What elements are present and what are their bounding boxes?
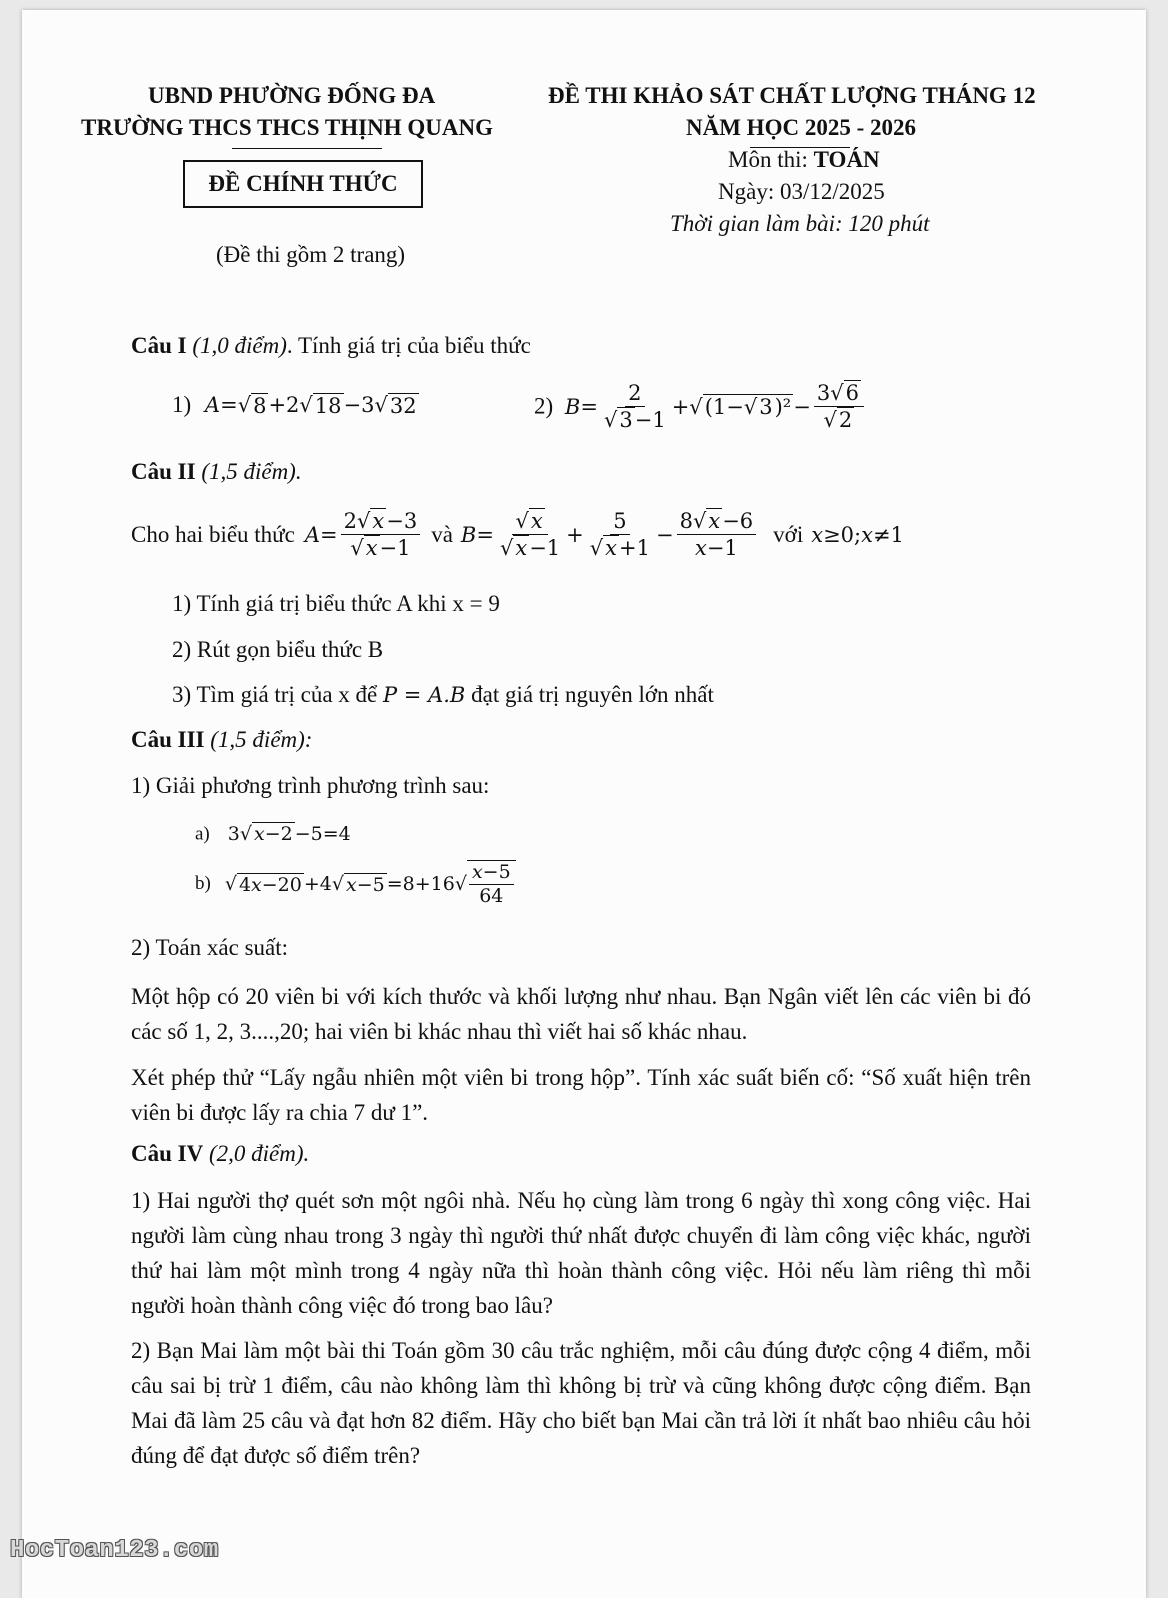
q4-paragraph-1: 1) Hai người thợ quét sơn một ngôi nhà. Nếu họ cùng làm trong 6 ngày thì xong công việc. Hai người làm cùng nhau trong 3 ngày thì người thứ nhất được chuyển đi làm công việc khác, người thứ hai làm một mình trong 4 ngày nữa thì hoàn thành công việc. Hỏi nếu làm riêng thì mỗi người hoàn thành công việc đó trong bao lâu?: [131, 1188, 1031, 1318]
school-name: TRƯỜNG THCS THCS THỊNH QUANG: [81, 115, 493, 140]
q1-instruction: . Tính giá trị của biểu thức: [286, 333, 531, 358]
q1-item2-number: 2): [534, 393, 554, 419]
q1-item2: [534, 380, 867, 433]
exam-title: ĐỀ THI KHẢO SÁT CHẤT LƯỢNG THÁNG 12: [548, 83, 1036, 108]
q2-intro: Cho hai biểu thức: [131, 521, 295, 547]
q3-paragraph-2: Xét phép thử “Lấy ngẫu nhiên một viên bi trong hộp”. Tính xác suất biến cố: “Số xuất hiện trên viên bi được lấy ra chia 7 dư 1”.: [131, 1065, 1031, 1125]
q3-title: Câu III: [131, 727, 205, 752]
q3-part1: 1) Giải phương trình phương trình sau:: [131, 773, 490, 798]
q3-eq-b-expr: √ 4x−20 +4√ x−5 =8+16√ $\frac{x-5}{64}$: [225, 860, 516, 908]
q2-title: Câu II: [131, 459, 196, 484]
q3-eq-a-label: a): [195, 823, 210, 845]
q2-expressions: [131, 508, 904, 561]
q1-item1: [172, 392, 419, 418]
q2-sub2: 2) Rút gọn biểu thức B: [172, 637, 384, 662]
q2-and: và: [431, 521, 453, 547]
q1-title: Câu I: [131, 333, 187, 358]
q3-paragraph-1: Một hộp có 20 viên bi với kích thước và khối lượng như nhau. Bạn Ngân viết lên các viên bi đó các số 1, 2, 3....,20; hai viên bi khác nhau thì viết hai số khác nhau.: [131, 984, 1031, 1044]
exam-date: Ngày: 03/12/2025: [718, 179, 885, 204]
q2-sub3-end: đạt giá trị nguyên lớn nhất: [471, 682, 714, 707]
q1-item1-number: 1): [172, 392, 192, 417]
subject-value: TOÁN: [813, 147, 880, 172]
q4-points: (2,0 điểm).: [203, 1141, 310, 1166]
subject-line: [728, 147, 880, 173]
q4-title: Câu IV: [131, 1141, 204, 1166]
q3-eq-a: [195, 822, 351, 846]
q2-condition-word: với: [773, 521, 804, 547]
official-label: ĐỀ CHÍNH THỨC: [208, 171, 398, 196]
q2-heading: [131, 459, 302, 485]
q2-expr-a: A = $\frac{2√x-3}{√x-1}$: [305, 508, 423, 561]
q3-eq-b: [195, 860, 516, 908]
q1-heading: [131, 333, 531, 359]
q2-sub3-expr: P = A.B: [383, 683, 466, 707]
exam-duration: Thời gian làm bài: 120 phút: [670, 211, 930, 236]
official-box: [183, 160, 423, 208]
q2-sub3: [172, 682, 714, 708]
q2-sub3-start: 3) Tìm giá trị của x để: [172, 682, 378, 707]
q1-expr-a: A =√ 8 +2√ 18 −3√ 32: [204, 393, 417, 418]
q1-expr-b: B = $\frac{2}{√3-1}$ +√ (1−√3)² − $\frac{3√6}{√2}$: [565, 380, 867, 433]
q1-points: (1,0 điểm): [186, 333, 287, 358]
q3-heading: [131, 727, 312, 753]
pages-note: (Đề thi gồm 2 trang): [216, 242, 406, 267]
subject-label: Môn thi:: [728, 147, 814, 172]
q2-condition: x ≥0; x ≠1: [811, 522, 904, 547]
q3-part2: 2) Toán xác suất:: [131, 935, 289, 960]
q3-eq-b-label: b): [195, 873, 211, 894]
q2-sub1: 1) Tính giá trị biểu thức A khi x = 9: [172, 591, 500, 616]
ward-name: UBND PHƯỜNG ĐỐNG ĐA: [148, 83, 436, 108]
q2-points: (1,5 điểm).: [195, 459, 302, 484]
q4-paragraph-2: 2) Bạn Mai làm một bài thi Toán gồm 30 câu trắc nghiệm, mỗi câu đúng được cộng 4 điểm, mỗi câu sai bị trừ 1 điểm, câu nào không làm thì không bị trừ và cũng không được cộng điểm. Bạn Mai đã làm 25 câu và đạt hơn 82 điểm. Hãy cho biết bạn Mai cần trả lời ít nhất bao nhiêu câu hỏi đúng để đạt được số điểm trên?: [131, 1338, 1031, 1468]
q3-points: (1,5 điểm):: [204, 727, 313, 752]
watermark: HocToan123.com: [10, 1537, 219, 1564]
q4-heading: [131, 1141, 309, 1167]
school-year: NĂM HỌC 2025 - 2026: [686, 115, 916, 140]
school-underline: [232, 148, 382, 149]
q3-eq-a-expr: 3√ x−2 −5=4: [227, 822, 351, 845]
q2-expr-b: B = $\frac{√x}{√x-1}$ + $\frac{5}{√x+1}$ − $\frac{8√x-6}{x-1}$: [461, 508, 759, 561]
